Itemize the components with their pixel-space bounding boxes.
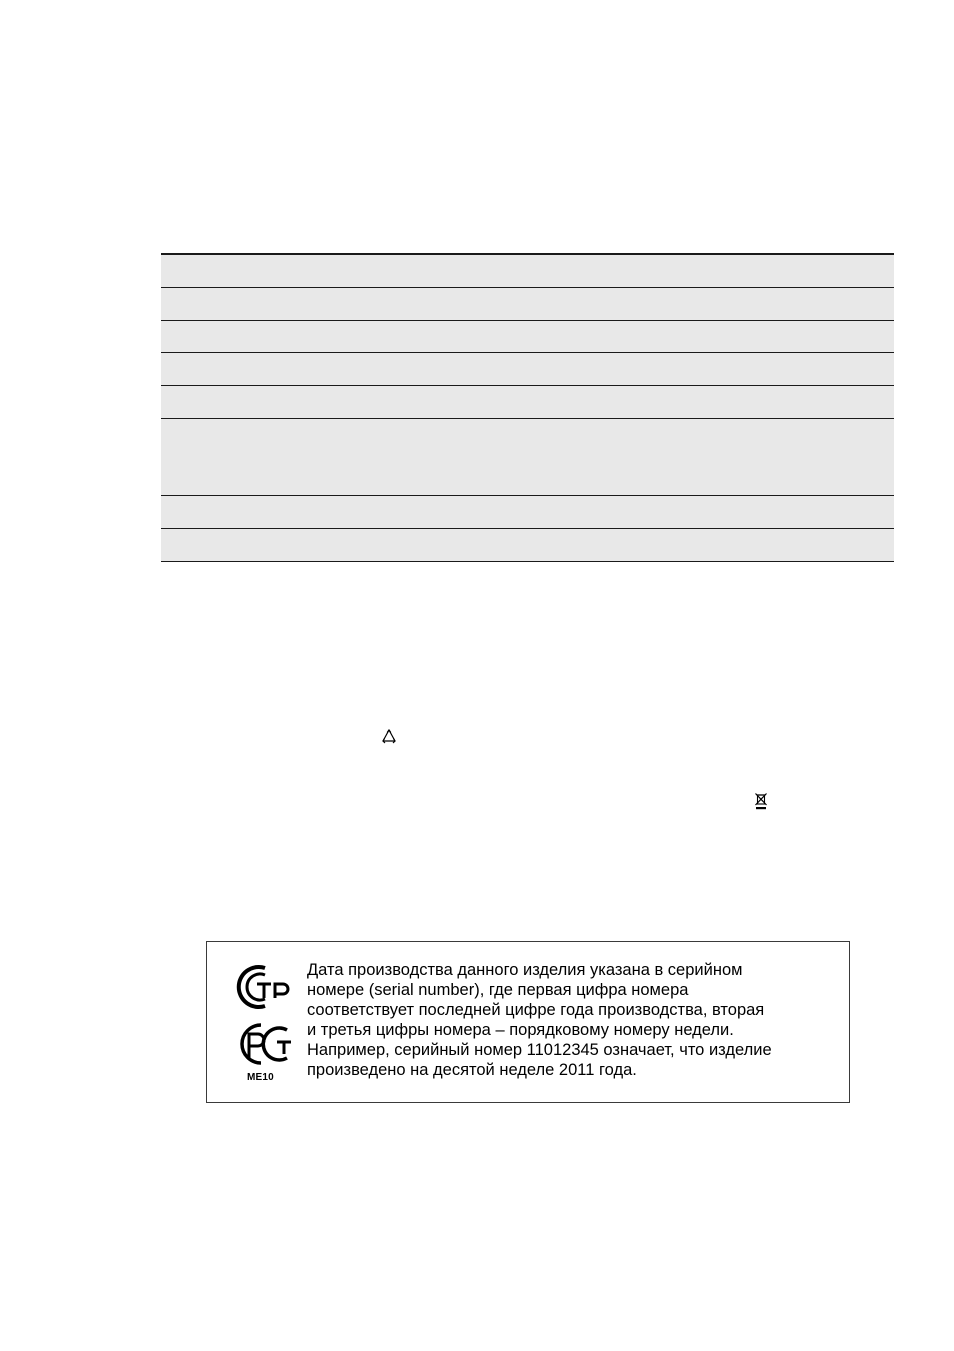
crossed-bin-icon — [754, 792, 768, 810]
table-row — [161, 321, 894, 353]
certification-box — [206, 941, 850, 1103]
production-date-note — [307, 960, 837, 1080]
note-line: и третья цифры номера – порядковому номеру недели. — [307, 1021, 734, 1039]
note-line: Дата производства данного изделия указана в серийном — [307, 961, 743, 979]
note-line: произведено на десятой неделе 2011 года. — [307, 1061, 637, 1079]
certificate-code: ME10 — [247, 1072, 274, 1083]
note-line: Например, серийный номер 11012345 означает, что изделие — [307, 1041, 772, 1059]
rst-logo — [231, 1020, 297, 1068]
note-line: соответствует последней цифре года производства, вторая — [307, 1001, 765, 1019]
table-row — [161, 288, 894, 321]
table-row — [161, 419, 894, 496]
eac-tr-logo — [231, 962, 297, 1012]
recycle-icon — [379, 727, 399, 747]
table-row — [161, 386, 894, 419]
table-row — [161, 255, 894, 288]
table-row — [161, 353, 894, 386]
table-row — [161, 496, 894, 529]
note-line: номере (serial number), где первая цифра номера — [307, 981, 689, 999]
table-row — [161, 529, 894, 562]
spec-table — [161, 253, 894, 562]
